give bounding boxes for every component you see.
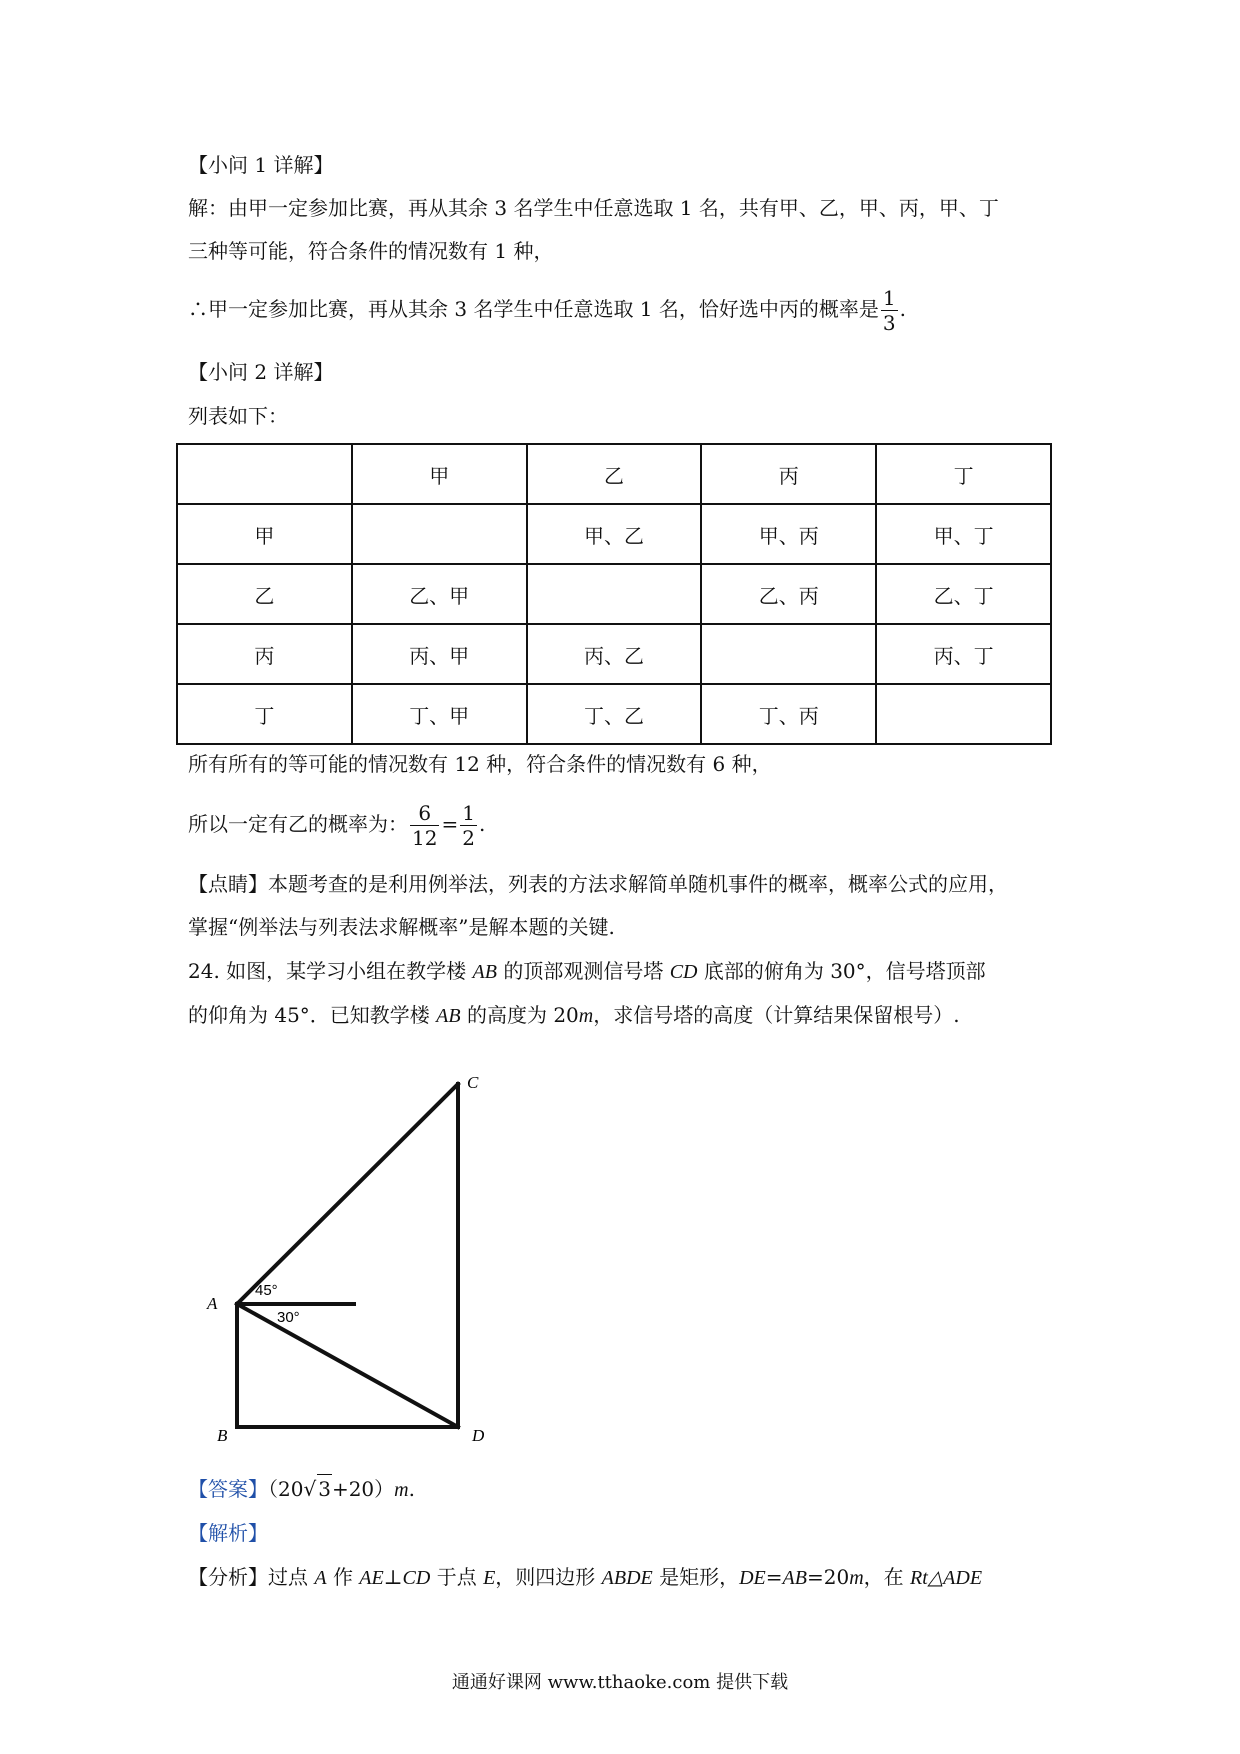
fraction-denominator: 12 bbox=[412, 826, 438, 850]
part1-heading: 【小问 1 详解】 bbox=[188, 153, 334, 177]
analysis-text: 过点 bbox=[268, 1565, 308, 1589]
table-cell: 乙、甲 bbox=[352, 564, 527, 624]
q24-text: 底部的俯角为 30°，信号塔顶部 bbox=[703, 959, 986, 983]
equals-sign: = bbox=[765, 1565, 783, 1589]
comment-line1: 【点睛】本题考查的是利用例举法，列表的方法求解简单随机事件的概率，概率公式的应用， bbox=[188, 872, 1008, 896]
angle-30-label: 30° bbox=[277, 1309, 300, 1326]
fraction-numerator: 1 bbox=[462, 801, 475, 825]
math-e: E bbox=[483, 1567, 496, 1589]
table-cell: 甲、丁 bbox=[876, 504, 1051, 564]
fraction-denominator: 3 bbox=[882, 311, 896, 335]
unit-m: m bbox=[394, 1479, 409, 1501]
conclusion-text: 所以一定有乙的概率为： bbox=[188, 812, 408, 836]
analysis-line bbox=[188, 1563, 982, 1592]
table-cell: 丁 bbox=[177, 684, 352, 744]
q24-text: 的高度为 20 bbox=[466, 1003, 579, 1027]
part1-line1: 解：由甲一定参加比赛，再从其余 3 名学生中任意选取 1 名，共有甲、乙，甲、丙，甲、丁 bbox=[188, 196, 999, 220]
answer-text: （20 bbox=[268, 1477, 304, 1501]
q24-text: 24. 如图，某学习小组在教学楼 bbox=[188, 959, 467, 983]
table-cell: 乙、丁 bbox=[876, 564, 1051, 624]
part2-heading: 【小问 2 详解】 bbox=[188, 360, 334, 384]
table-cell: 丙、甲 bbox=[352, 624, 527, 684]
analysis-text: ，则四边形 bbox=[495, 1565, 596, 1589]
line-ad bbox=[237, 1304, 458, 1427]
math-de: DE bbox=[739, 1567, 766, 1589]
table-cell: 甲 bbox=[177, 504, 352, 564]
answer-text: +20） bbox=[331, 1477, 395, 1501]
table-cell: 乙 bbox=[177, 564, 352, 624]
table-cell: 丁、甲 bbox=[352, 684, 527, 744]
q24-text: 的顶部观测信号塔 bbox=[503, 959, 664, 983]
angle-45-label: 45° bbox=[255, 1282, 278, 1299]
math-abde: ABDE bbox=[601, 1567, 653, 1589]
fraction-numerator: 1 bbox=[882, 286, 896, 310]
label-b: B bbox=[217, 1426, 228, 1445]
math-ab: AB bbox=[472, 961, 497, 983]
table-cell: 甲、丙 bbox=[701, 504, 876, 564]
analysis-text: =20 bbox=[806, 1565, 850, 1589]
part1-line2: 三种等可能，符合条件的情况数有 1 种， bbox=[188, 239, 554, 263]
sqrt-argument: 3 bbox=[317, 1474, 332, 1503]
answer-line bbox=[188, 1474, 415, 1504]
analysis-text: ，在 bbox=[863, 1565, 904, 1589]
part1-line3-text: ∴甲一定参加比赛，再从其余 3 名学生中任意选取 1 名，恰好选中丙的概率是 bbox=[188, 297, 879, 321]
math-cd: CD bbox=[669, 961, 698, 983]
sqrt-icon: √ bbox=[303, 1477, 317, 1501]
table-cell: 甲、乙 bbox=[527, 504, 702, 564]
label-a: A bbox=[207, 1294, 218, 1313]
perpendicular-symbol: ⊥ bbox=[383, 1565, 403, 1589]
period: . bbox=[478, 812, 486, 836]
period: . bbox=[408, 1477, 415, 1501]
analysis-text: 于点 bbox=[436, 1565, 477, 1589]
math-a: A bbox=[314, 1567, 327, 1589]
label-c: C bbox=[467, 1073, 479, 1092]
table-cell: 丁、丙 bbox=[701, 684, 876, 744]
table-cell: 丁 bbox=[876, 444, 1051, 504]
fraction-numerator: 6 bbox=[410, 801, 439, 826]
table-cell: 丙 bbox=[177, 624, 352, 684]
table-cell: 丁、乙 bbox=[527, 684, 702, 744]
answer-tag: 【答案】 bbox=[188, 1477, 268, 1501]
line-ac bbox=[237, 1084, 458, 1304]
math-cd: CD bbox=[402, 1567, 431, 1589]
part2-summary: 所有所有的等可能的情况数有 12 种，符合条件的情况数有 6 种， bbox=[188, 752, 772, 776]
analysis-label: 【分析】 bbox=[188, 1565, 268, 1589]
math-ab: AB bbox=[436, 1005, 461, 1027]
comment-line2: 掌握“例举法与列表法求解概率”是解本题的关键. bbox=[188, 915, 615, 939]
table-cell: 丙、乙 bbox=[527, 624, 702, 684]
period: . bbox=[899, 297, 906, 321]
table-cell: 乙、丙 bbox=[701, 564, 876, 624]
page-footer: 通通好课网 www.tthaoke.com 提供下载 bbox=[451, 1672, 789, 1693]
table-cell: 丙 bbox=[701, 444, 876, 504]
analysis-tag: 【解析】 bbox=[188, 1521, 268, 1545]
fraction-denominator: 2 bbox=[462, 826, 475, 850]
analysis-text: 是矩形， bbox=[659, 1565, 740, 1589]
table-cell: 丙、丁 bbox=[876, 624, 1051, 684]
analysis-text: 作 bbox=[332, 1565, 353, 1589]
math-ae: AE bbox=[359, 1567, 384, 1589]
math-ab: AB bbox=[782, 1567, 807, 1589]
q24-text: ，求信号塔的高度（计算结果保留根号）. bbox=[593, 1003, 960, 1027]
unit-m: m bbox=[578, 1005, 594, 1027]
table-cell: 乙 bbox=[527, 444, 702, 504]
math-rt-triangle: Rt△ADE bbox=[910, 1567, 983, 1589]
table-cell: 甲 bbox=[352, 444, 527, 504]
unit-m: m bbox=[849, 1567, 864, 1589]
equals-sign: = bbox=[441, 812, 459, 836]
label-d: D bbox=[472, 1426, 485, 1445]
q24-text: 的仰角为 45°．已知教学楼 bbox=[188, 1003, 430, 1027]
part2-intro: 列表如下： bbox=[188, 404, 288, 428]
